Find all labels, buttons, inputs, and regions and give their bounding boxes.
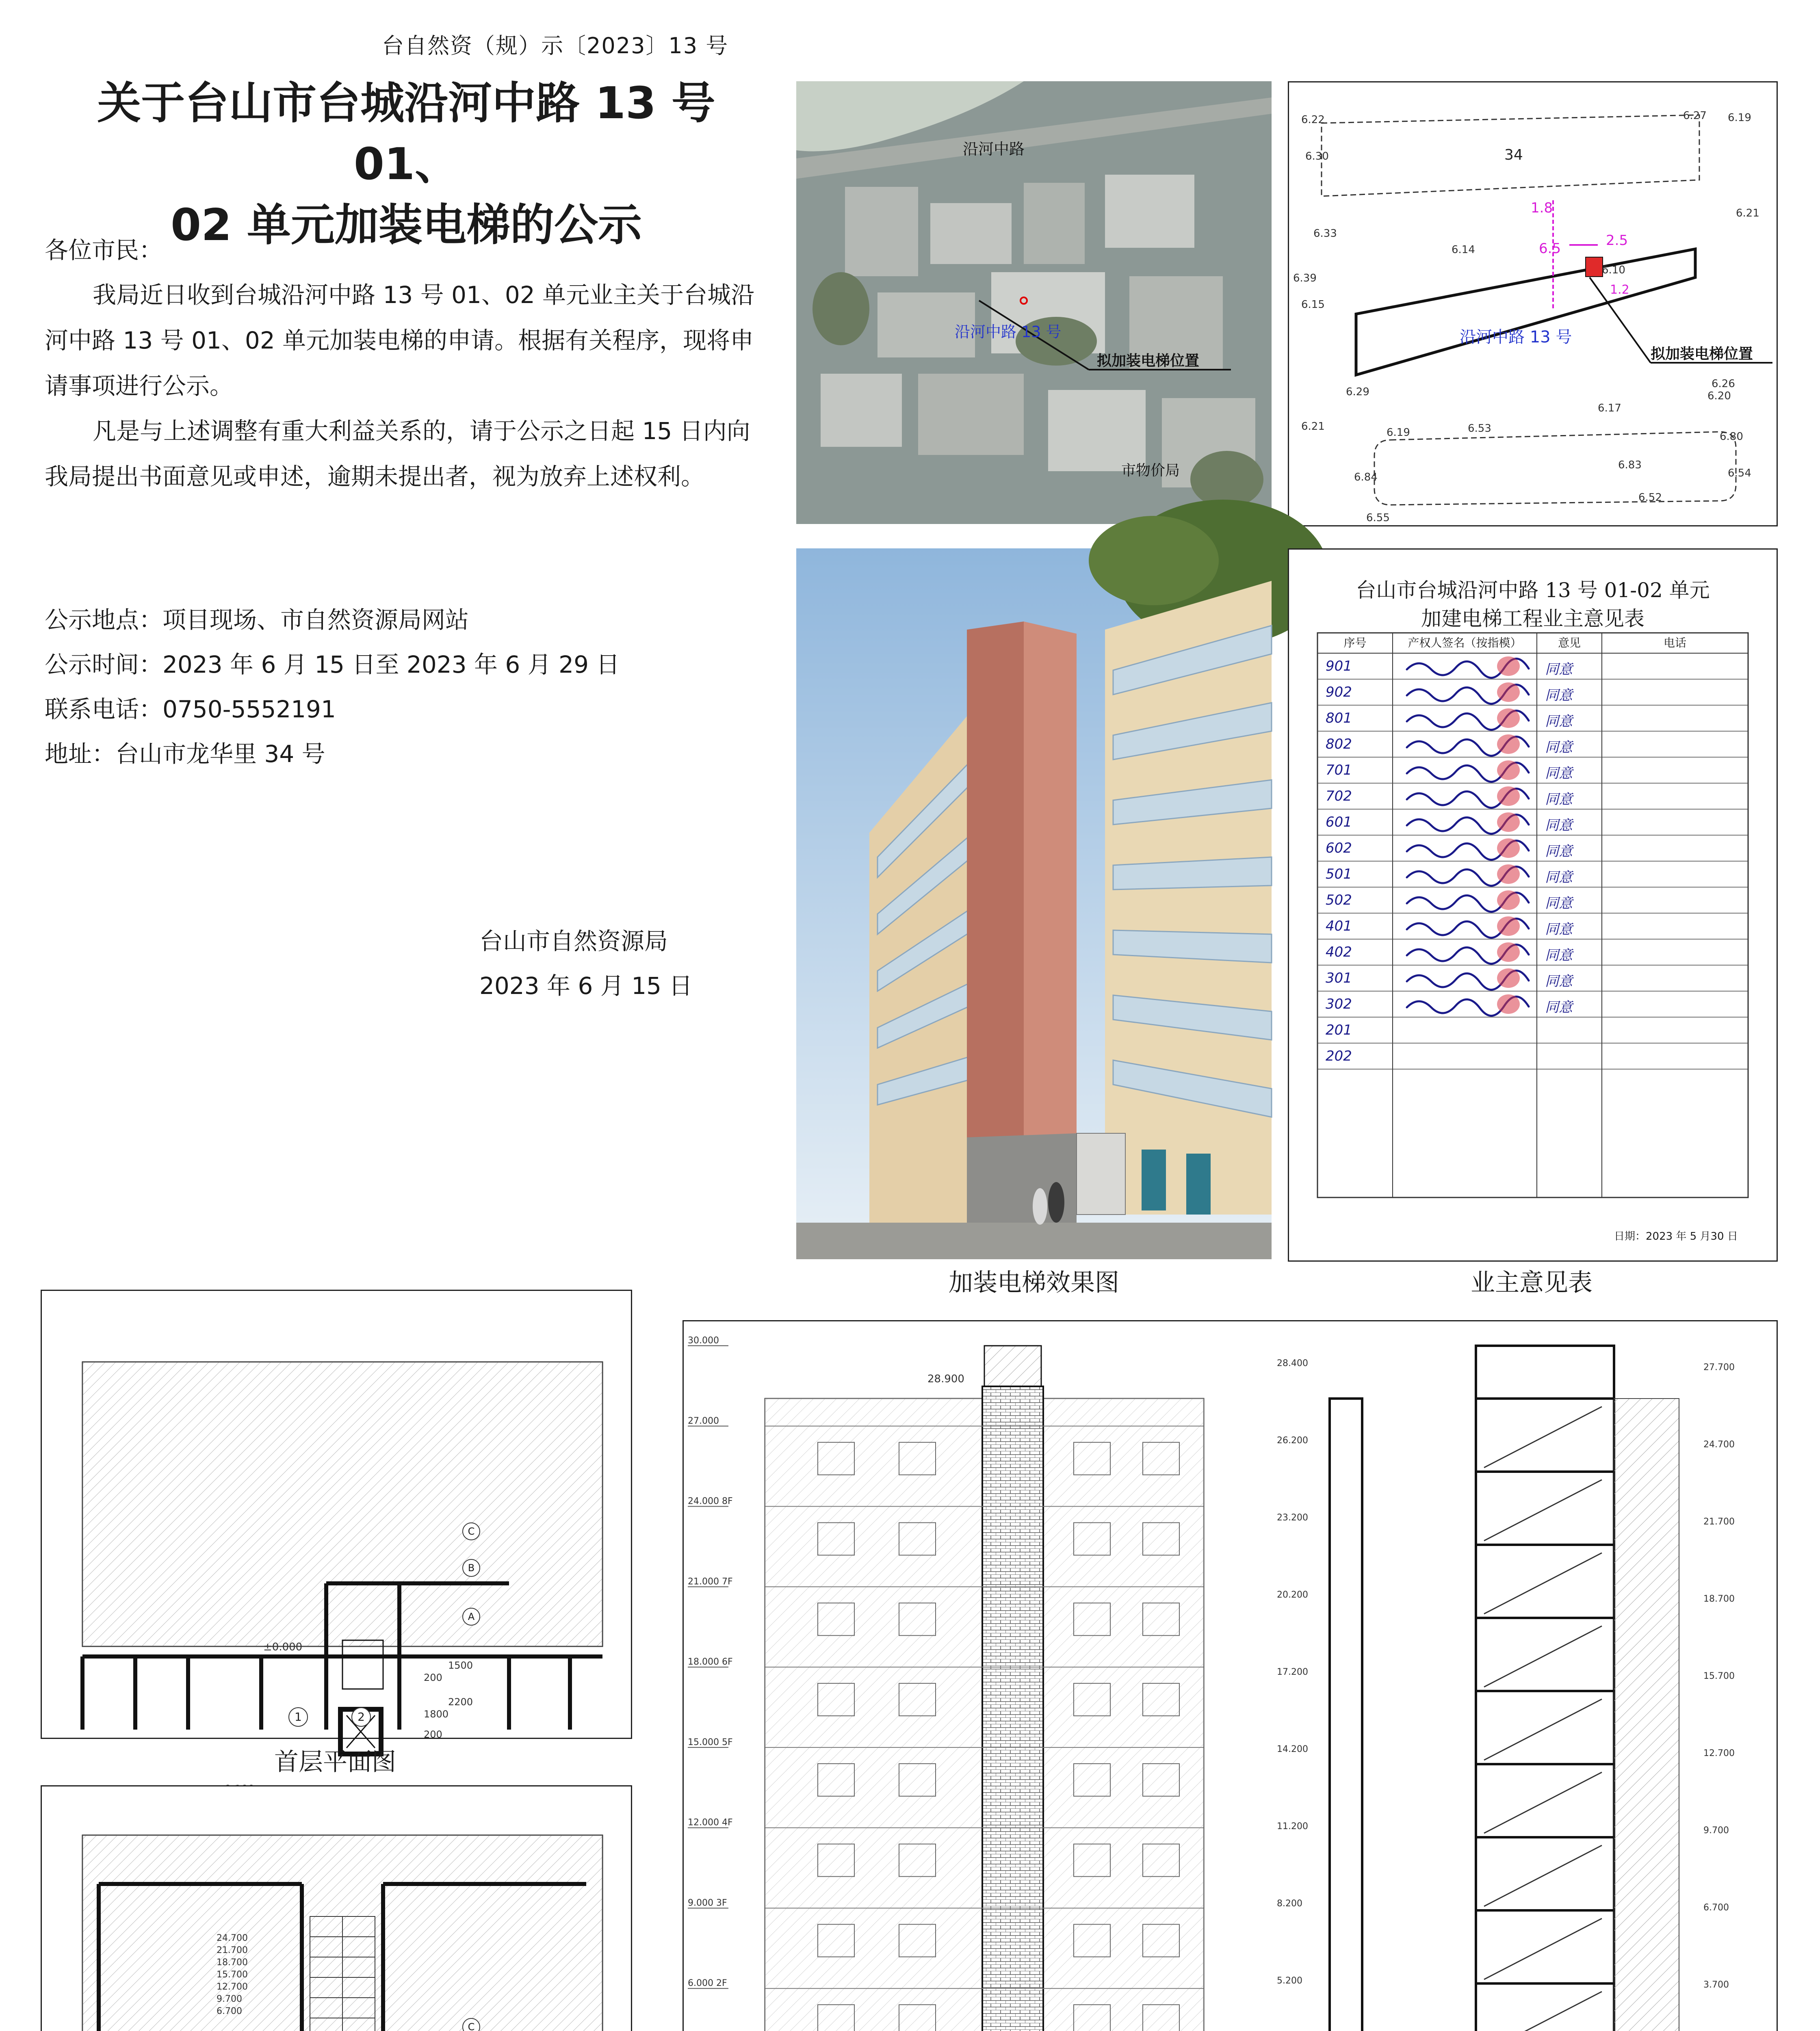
row-opinion: 同意 [1545,765,1573,782]
aerial-elevator-label: 拟加装电梯位置 [1097,353,1200,369]
elevation-level: 15.000 5F [688,1737,733,1747]
section-level-right: 6.700 [1703,1903,1729,1913]
section-level-left: 17.200 [1277,1667,1308,1677]
row-number: 502 [1326,892,1352,908]
fingerprint-stamp [1497,838,1520,858]
opinion-title-2: 加建电梯工程业主意见表 [1421,607,1644,630]
row-number: 901 [1326,658,1352,674]
notice-period: 公示时间：2023 年 6 月 15 日至 2023 年 6 月 29 日 [45,651,620,678]
elev-label-0: 6.22 [1301,114,1325,126]
fingerprint-stamp [1497,916,1520,936]
notice-address: 地址：台山市龙华里 34 号 [45,740,325,768]
elev-label-7: 6.14 [1452,244,1475,256]
section-level-left: 26.200 [1277,1436,1308,1446]
ground-axis-b: B [462,1559,480,1577]
paragraph-1: 我局近日收到台城沿河中路 13 号 01、02 单元业主关于台城沿河中路 13 号 01、02 单元加装电梯的申请。根据有关程序，现将申请事项进行公示。 [45,281,755,400]
site-plan [1288,81,1778,526]
site-elevator-label: 拟加装电梯位置 [1651,346,1753,362]
section-level-left: 20.200 [1277,1590,1308,1600]
standard-floor-plan [41,1785,632,2031]
std-level-upper: 15.700 [217,1970,248,1980]
std-axis-c: C [462,2018,480,2031]
elev-label-9: 6.10 [1602,264,1625,276]
section-level-right: 15.700 [1703,1671,1735,1681]
owner-opinion-form [1288,548,1778,1262]
row-number: 402 [1326,944,1352,960]
row-opinion: 同意 [1545,921,1573,938]
ground-level: ±0.000 [263,1641,303,1653]
col-header-signature: 产权人签名（按指模） [1408,636,1522,650]
row-opinion: 同意 [1545,791,1573,808]
elev-total-height: 28.900 [927,1373,964,1385]
opinion-title-1: 台山市台城沿河中路 13 号 01-02 单元 [1356,578,1710,602]
row-number: 301 [1326,970,1352,986]
ground-floor-plan [41,1290,632,1739]
elev-label-5: 6.21 [1736,207,1759,219]
section-level-right: 3.700 [1703,1980,1729,1990]
elev-label-12: 6.20 [1707,390,1731,402]
elev-label-22: 6.55 [1366,512,1390,524]
row-number: 601 [1326,814,1352,830]
row-opinion: 同意 [1545,973,1573,990]
elevation-level: 12.000 4F [688,1817,733,1828]
elev-label-13: 6.17 [1598,402,1621,414]
col-header-no: 序号 [1343,636,1367,650]
aerial-photo [796,81,1272,524]
opinion-date: 日期：2023 年 5 月30 日 [1614,1230,1738,1243]
row-opinion: 同意 [1545,687,1573,704]
elevation-level: 27.000 [688,1416,719,1426]
elevation-level: 24.000 8F [688,1496,733,1507]
fingerprint-stamp [1497,708,1520,728]
section-level-right: 18.700 [1703,1594,1735,1604]
std-level-upper: 6.700 [217,2006,242,2016]
std-level-upper: 18.700 [217,1957,248,1968]
row-opinion: 同意 [1545,999,1573,1016]
title-line-1: 关于台山市台城沿河中路 13 号 01、 [97,78,715,190]
fingerprint-stamp [1497,682,1520,702]
elev-label-17: 6.80 [1720,431,1743,443]
ground-plan-graphic [42,1291,631,1738]
elev-label-15: 6.19 [1387,427,1410,439]
section-level-left: 5.200 [1277,1976,1302,1986]
row-opinion: 同意 [1545,843,1573,860]
elev-label-16: 6.53 [1468,422,1491,435]
elev-label-21: 6.52 [1638,492,1662,504]
elev-label-11: 6.29 [1346,386,1369,398]
doc-number: 台自然资（规）示〔2023〕13 号 [382,33,729,58]
row-opinion: 同意 [1545,817,1573,834]
elevation-level: 21.000 7F [688,1576,733,1587]
ground-vdim-5: 200 [424,1729,442,1740]
row-number: 801 [1326,710,1352,726]
opinion-table-grid [1317,633,1748,1202]
row-opinion: 同意 [1545,713,1573,730]
row-number: 802 [1326,736,1352,752]
row-opinion: 同意 [1545,895,1573,912]
elev-label-6: 6.39 [1293,272,1317,284]
std-level-upper: 24.700 [217,1933,248,1943]
ground-axis-1: 1 [288,1707,308,1727]
aerial-building-label: 沿河中路 13 号 [955,323,1062,341]
fingerprint-stamp [1497,968,1520,988]
section-level-right: 21.700 [1703,1517,1735,1527]
ground-vdim-2: 200 [424,1672,442,1683]
row-opinion: 同意 [1545,739,1573,756]
rendering-graphic [796,548,1272,1259]
elevation-graphic [684,1321,1777,2031]
aerial-road-label: 沿河中路 [963,140,1025,158]
fingerprint-stamp [1497,942,1520,962]
salutation: 各位市民： [45,236,163,264]
elev-label-14: 6.21 [1301,420,1325,433]
elev-label-19: 6.83 [1618,459,1642,471]
notice-phone: 联系电话：0750-5552191 [45,695,336,723]
section-level-left: 8.200 [1277,1899,1302,1909]
section-level-left: 11.200 [1277,1821,1308,1832]
section-level-right: 9.700 [1703,1825,1729,1836]
elevation-section-drawing [682,1320,1778,2031]
section-level-right: 24.700 [1703,1440,1735,1450]
row-number: 201 [1326,1022,1352,1038]
ground-vdim-1: 1500 [448,1660,473,1671]
row-number: 302 [1326,996,1352,1012]
row-number: 701 [1326,762,1352,778]
site-plan-graphic [1289,82,1777,525]
elev-label-8: 6.15 [1301,299,1325,311]
elevation-level: 6.000 2F [688,1978,727,1989]
elev-label-18: 6.84 [1354,471,1378,483]
issuer: 台山市自然资源局 [479,927,668,955]
site-dim-2: 6.5 [1539,240,1561,257]
fingerprint-stamp [1497,656,1520,676]
row-opinion: 同意 [1545,947,1573,964]
elev-label-20: 6.54 [1728,467,1751,479]
elev-label-3: 6.30 [1305,150,1329,162]
site-building-label: 沿河中路 13 号 [1460,328,1572,346]
caption-rendering: 加装电梯效果图 [949,1269,1119,1297]
row-number: 401 [1326,918,1352,934]
elev-label-1: 6.27 [1683,110,1707,122]
ground-axis-c: C [462,1522,480,1540]
notice-location: 公示地点：项目现场、市自然资源局网站 [45,606,469,634]
caption-opinion: 业主意见表 [1471,1269,1592,1297]
row-opinion: 同意 [1545,869,1573,886]
fingerprint-stamp [1497,890,1520,910]
title-line-2: 02 单元加装电梯的公示 [171,200,642,251]
aerial-bureau-label: 市物价局 [1121,462,1180,479]
elevation-level: 30.000 [688,1336,719,1346]
elev-label-4: 6.33 [1313,227,1337,240]
fingerprint-stamp [1497,734,1520,754]
fingerprint-stamp [1497,864,1520,884]
ground-vdim-4: 1800 [424,1708,449,1720]
std-level-upper: 9.700 [217,1994,242,2004]
fingerprint-stamp [1497,812,1520,832]
site-dim-4: 1.2 [1610,283,1629,297]
section-level-left: 14.200 [1277,1744,1308,1754]
site-plan-north-building: 34 [1504,147,1523,163]
ground-vdim-3: 2200 [448,1696,473,1708]
col-header-opinion: 意见 [1558,636,1581,650]
row-number: 501 [1326,866,1352,882]
elev-label-10: 6.26 [1712,378,1735,390]
caption-ground-plan: 首层平面图 [274,1748,396,1776]
row-number: 602 [1326,840,1352,856]
ground-axis-2: 2 [351,1707,371,1727]
section-level-right: 12.700 [1703,1748,1735,1758]
row-number: 902 [1326,684,1352,700]
row-number: 702 [1326,788,1352,804]
fingerprint-stamp [1497,760,1520,780]
std-level-upper: 12.700 [217,1982,248,1992]
elevation-level: 9.000 3F [688,1898,727,1908]
section-level-right: 27.700 [1703,1362,1735,1373]
elev-label-2: 6.19 [1728,112,1751,124]
paragraph-2: 凡是与上述调整有重大利益关系的，请于公示之日起 15 日内向我局提出书面意见或申述，逾期未提出者，视为放弃上述权利。 [45,417,750,490]
fingerprint-stamp [1497,994,1520,1014]
row-number: 202 [1326,1048,1352,1064]
aerial-photo-graphic [796,81,1272,524]
section-level-left: 23.200 [1277,1513,1308,1523]
section-level-left: 28.400 [1277,1358,1308,1368]
elevator-rendering [796,548,1272,1259]
col-header-phone: 电话 [1663,636,1686,650]
elevation-level: 18.000 6F [688,1657,733,1667]
fingerprint-stamp [1497,786,1520,806]
ground-axis-a: A [462,1608,480,1626]
std-level-upper: 21.700 [217,1945,248,1955]
site-dim-3: 2.5 [1606,232,1628,249]
row-opinion: 同意 [1545,661,1573,678]
site-dim-1: 1.8 [1531,200,1553,216]
standard-plan-graphic [42,1786,631,2031]
issue-date: 2023 年 6 月 15 日 [479,972,693,1000]
